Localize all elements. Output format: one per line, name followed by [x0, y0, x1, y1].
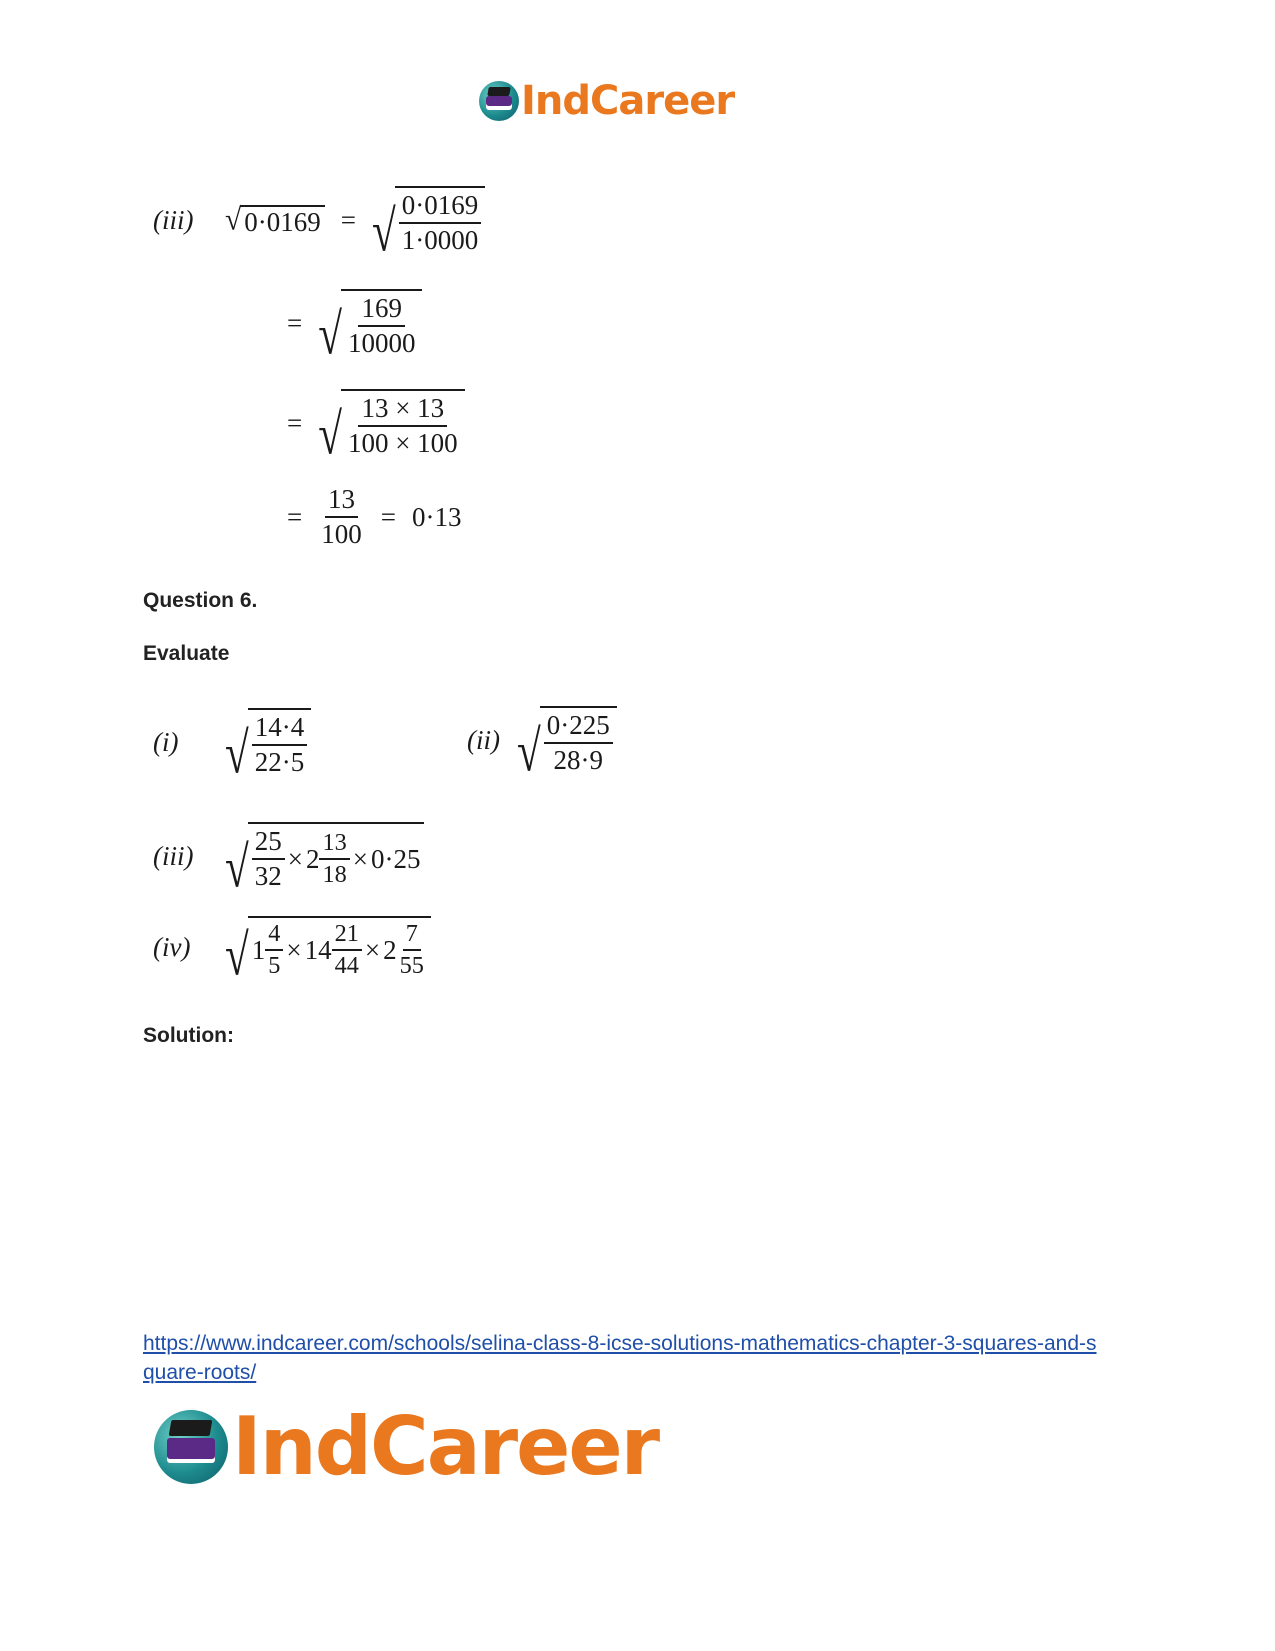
question-instruction: Evaluate [143, 642, 230, 665]
sqrt-step1: √ $\frac{0\cdot 0169}{1\cdot 0000}$ [372, 186, 485, 254]
globe-books-icon [154, 1410, 228, 1484]
item-iv: (iv) √ 1 $\frac{4}{5}$ × 14 $\frac{21}{44}$ × 2 $\frac{7}{55}$ [153, 905, 431, 989]
source-link[interactable]: https://www.indcareer.com/schools/selina-class-8-icse-solutions-mathematics-chapter-3-squares-and-square-roots/ [143, 1332, 1097, 1384]
sqrt-lhs: √ 0·0169 [225, 205, 325, 236]
fraction: $\frac{169}{10000}$ [347, 293, 416, 358]
item-ii: (ii) √ $\frac{0\cdot 225}{28\cdot 9}$ [467, 700, 617, 780]
fraction-result: $\frac{13}{100}$ [321, 484, 362, 549]
sqrt-step3: √ $\frac{13 \times 13}{100 \times 100}$ [318, 389, 464, 457]
mixed-number: 2 $\frac{7}{55}$ [383, 919, 424, 979]
fraction: $\frac{25}{32}$ [252, 828, 285, 890]
mixed-number: 14 $\frac{21}{44}$ [305, 922, 362, 979]
result-value: 0·13 [411, 501, 462, 532]
globe-books-icon [479, 81, 519, 121]
fraction: $\frac{0\cdot 0169}{1\cdot 0000}$ [399, 192, 482, 254]
footer-logo-text: IndCareer [232, 1400, 659, 1493]
mixed-number: 2 $\frac{13}{18}$ [306, 831, 350, 888]
sqrt-item-iv: √ 1 $\frac{4}{5}$ × 14 $\frac{21}{44}$ × 2 $\frac{7}{55}$ [225, 916, 431, 979]
solution-label: Solution: [143, 1024, 234, 1047]
question-title: Question 6. [143, 589, 258, 612]
part-iii-label: (iii) [153, 204, 194, 235]
sqrt-item-iii: √ $\frac{25}{32}$ × 2 $\frac{13}{18}$ × 0·25 [225, 822, 424, 890]
header-logo [479, 78, 734, 124]
item-iii: (iii) √ $\frac{25}{32}$ × 2 $\frac{13}{18}$ × 0·25 [153, 814, 424, 898]
sqrt-step2: √ $\frac{169}{10000}$ [318, 289, 422, 357]
header-logo-text: IndCareer [521, 78, 735, 124]
part-iii-solution: (iii) √ 0·0169 = √ $\frac{0\cdot 0169}{1\cdot 0000}$ = √ $\frac{169}{10000}$ = √ $\frac{13 \times 13}{100 \times 100}$ = $\frac{13}{100}$ = 0·13 [153, 180, 485, 562]
fraction: $\frac{0\cdot 225}{28\cdot 9}$ [544, 712, 613, 774]
fraction: $\frac{14\cdot 4}{22\cdot 5}$ [252, 714, 308, 776]
sqrt-item-i: √ $\frac{14\cdot 4}{22\cdot 5}$ [225, 708, 311, 776]
fraction: $\frac{13 \times 13}{100 \times 100}$ [347, 393, 458, 458]
footer-logo [154, 1400, 658, 1493]
sqrt-item-ii: √ $\frac{0\cdot 225}{28\cdot 9}$ [517, 706, 617, 774]
item-i: (i) √ $\frac{14\cdot 4}{22\cdot 5}$ [153, 702, 311, 782]
mixed-number: 1 $\frac{4}{5}$ [252, 922, 284, 979]
